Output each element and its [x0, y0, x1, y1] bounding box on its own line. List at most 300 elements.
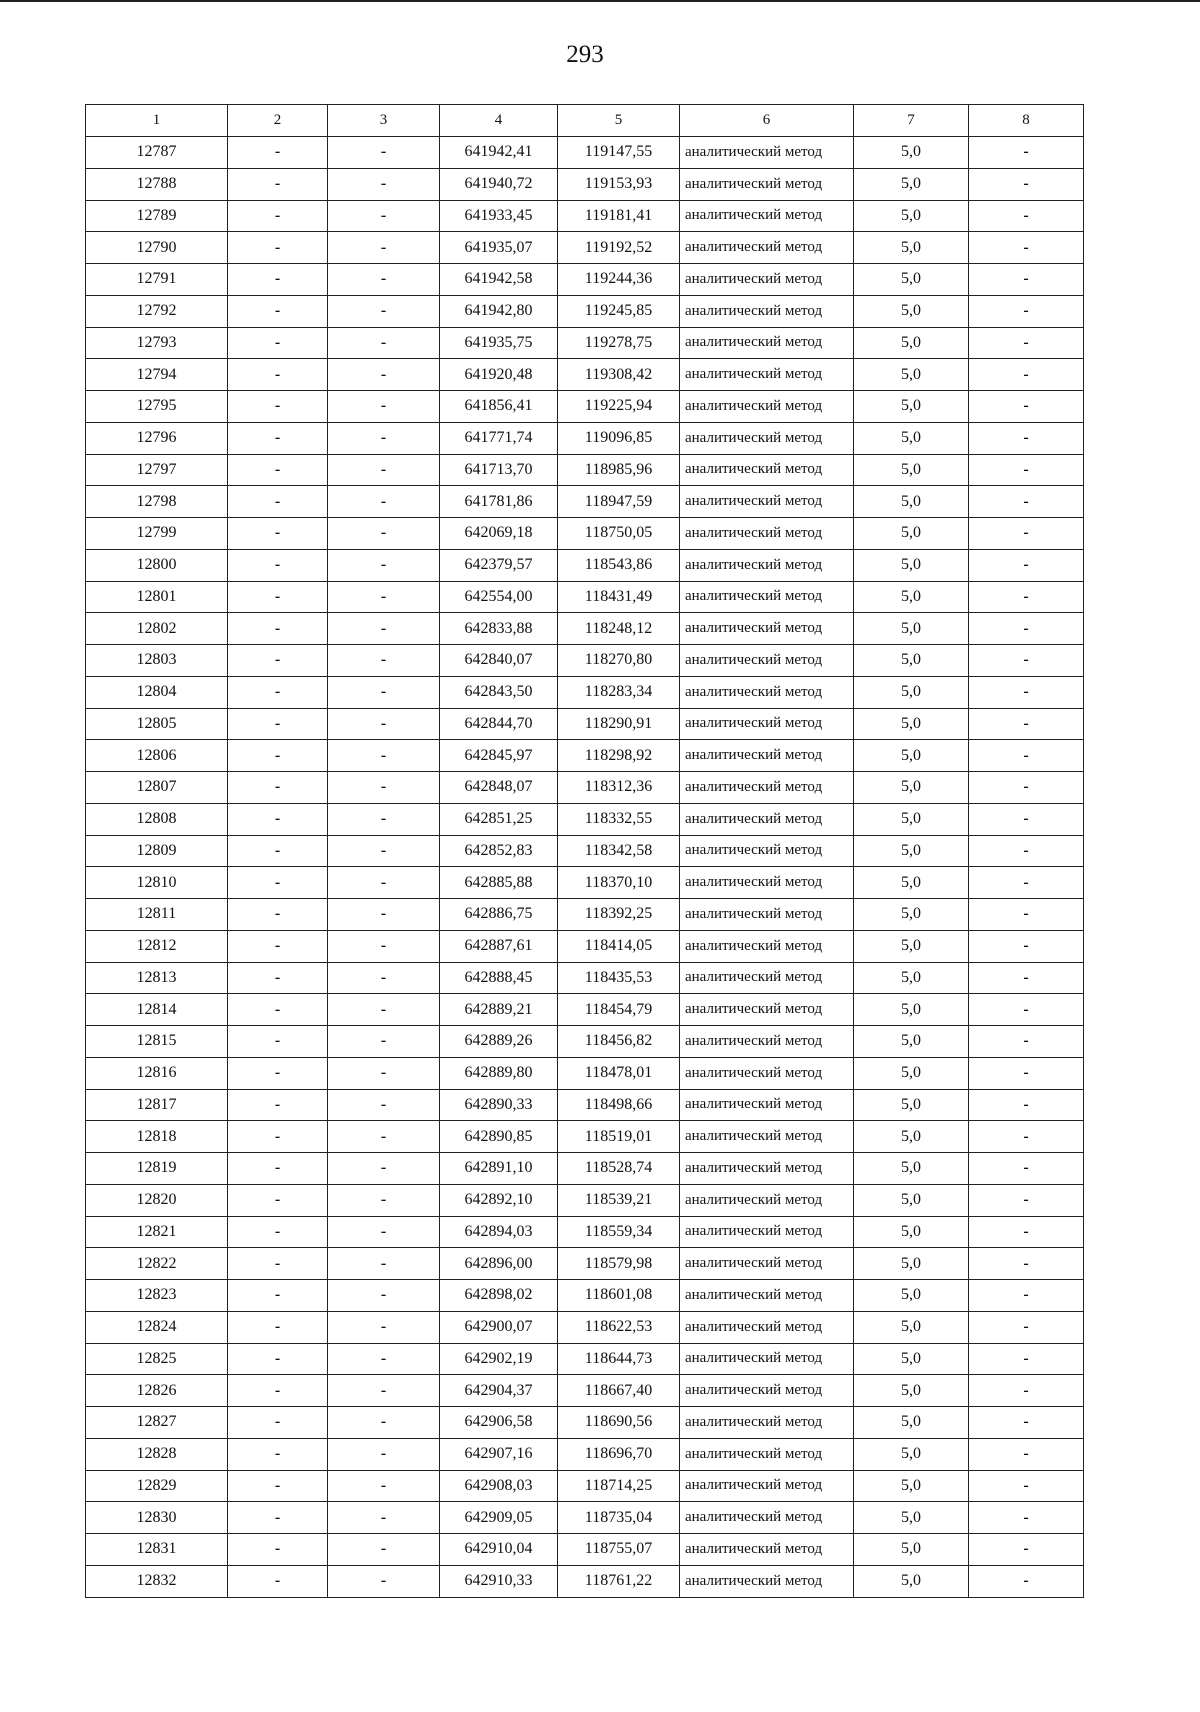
col2-cell: - [228, 327, 328, 359]
column-header: 3 [328, 105, 440, 137]
method-cell: аналитический метод [680, 708, 854, 740]
col8-cell: - [969, 327, 1084, 359]
table-row [86, 1470, 1084, 1502]
col3-cell: - [328, 486, 440, 518]
point-number-cell: 12801 [86, 581, 228, 613]
col8-cell: - [969, 613, 1084, 645]
x-coordinate-cell: 642887,61 [440, 930, 558, 962]
column-header: 8 [969, 105, 1084, 137]
point-number-cell: 12807 [86, 772, 228, 804]
accuracy-cell: 5,0 [854, 232, 969, 264]
method-cell: аналитический метод [680, 740, 854, 772]
col8-cell: - [969, 549, 1084, 581]
accuracy-cell: 5,0 [854, 359, 969, 391]
table-row [86, 1407, 1084, 1439]
y-coordinate-cell: 118696,70 [558, 1438, 680, 1470]
x-coordinate-cell: 641933,45 [440, 200, 558, 232]
col8-cell: - [969, 391, 1084, 423]
accuracy-cell: 5,0 [854, 740, 969, 772]
y-coordinate-cell: 118750,05 [558, 518, 680, 550]
method-cell: аналитический метод [680, 1248, 854, 1280]
y-coordinate-cell: 118755,07 [558, 1534, 680, 1566]
col8-cell: - [969, 1565, 1084, 1597]
col3-cell: - [328, 1216, 440, 1248]
y-coordinate-cell: 118392,25 [558, 899, 680, 931]
col2-cell: - [228, 359, 328, 391]
method-cell: аналитический метод [680, 1089, 854, 1121]
y-coordinate-cell: 118947,59 [558, 486, 680, 518]
accuracy-cell: 5,0 [854, 1248, 969, 1280]
method-cell: аналитический метод [680, 1121, 854, 1153]
coordinates-table [85, 104, 1084, 1598]
col2-cell: - [228, 1470, 328, 1502]
accuracy-cell: 5,0 [854, 295, 969, 327]
table-row [86, 1565, 1084, 1597]
col2-cell: - [228, 930, 328, 962]
col3-cell: - [328, 327, 440, 359]
col3-cell: - [328, 391, 440, 423]
table-row [86, 1216, 1084, 1248]
method-cell: аналитический метод [680, 1216, 854, 1248]
col8-cell: - [969, 359, 1084, 391]
y-coordinate-cell: 118290,91 [558, 708, 680, 740]
col8-cell: - [969, 1121, 1084, 1153]
top-rule [0, 0, 1200, 2]
method-cell: аналитический метод [680, 645, 854, 677]
x-coordinate-cell: 641781,86 [440, 486, 558, 518]
col2-cell: - [228, 1407, 328, 1439]
x-coordinate-cell: 642907,16 [440, 1438, 558, 1470]
col2-cell: - [228, 1089, 328, 1121]
col8-cell: - [969, 581, 1084, 613]
col2-cell: - [228, 1216, 328, 1248]
accuracy-cell: 5,0 [854, 835, 969, 867]
col8-cell: - [969, 1280, 1084, 1312]
point-number-cell: 12811 [86, 899, 228, 931]
col3-cell: - [328, 803, 440, 835]
accuracy-cell: 5,0 [854, 581, 969, 613]
col3-cell: - [328, 1343, 440, 1375]
method-cell: аналитический метод [680, 962, 854, 994]
y-coordinate-cell: 119147,55 [558, 137, 680, 169]
col8-cell: - [969, 803, 1084, 835]
col3-cell: - [328, 772, 440, 804]
col8-cell: - [969, 994, 1084, 1026]
col8-cell: - [969, 1502, 1084, 1534]
y-coordinate-cell: 118414,05 [558, 930, 680, 962]
x-coordinate-cell: 642889,21 [440, 994, 558, 1026]
point-number-cell: 12830 [86, 1502, 228, 1534]
point-number-cell: 12818 [86, 1121, 228, 1153]
accuracy-cell: 5,0 [854, 708, 969, 740]
point-number-cell: 12816 [86, 1057, 228, 1089]
x-coordinate-cell: 642889,80 [440, 1057, 558, 1089]
x-coordinate-cell: 642891,10 [440, 1153, 558, 1185]
x-coordinate-cell: 641942,41 [440, 137, 558, 169]
method-cell: аналитический метод [680, 835, 854, 867]
y-coordinate-cell: 118579,98 [558, 1248, 680, 1280]
col2-cell: - [228, 962, 328, 994]
y-coordinate-cell: 118601,08 [558, 1280, 680, 1312]
point-number-cell: 12819 [86, 1153, 228, 1185]
point-number-cell: 12805 [86, 708, 228, 740]
accuracy-cell: 5,0 [854, 486, 969, 518]
point-number-cell: 12808 [86, 803, 228, 835]
col3-cell: - [328, 422, 440, 454]
table-row [86, 200, 1084, 232]
x-coordinate-cell: 642906,58 [440, 1407, 558, 1439]
method-cell: аналитический метод [680, 518, 854, 550]
x-coordinate-cell: 642069,18 [440, 518, 558, 550]
col8-cell: - [969, 1343, 1084, 1375]
method-cell: аналитический метод [680, 899, 854, 931]
col8-cell: - [969, 930, 1084, 962]
col3-cell: - [328, 581, 440, 613]
x-coordinate-cell: 642892,10 [440, 1184, 558, 1216]
table-row [86, 454, 1084, 486]
x-coordinate-cell: 642379,57 [440, 549, 558, 581]
table-row [86, 645, 1084, 677]
table-row [86, 1343, 1084, 1375]
method-cell: аналитический метод [680, 772, 854, 804]
table-row [86, 232, 1084, 264]
table-row [86, 1502, 1084, 1534]
col2-cell: - [228, 772, 328, 804]
x-coordinate-cell: 641935,07 [440, 232, 558, 264]
accuracy-cell: 5,0 [854, 1184, 969, 1216]
table-row [86, 486, 1084, 518]
col3-cell: - [328, 994, 440, 1026]
point-number-cell: 12813 [86, 962, 228, 994]
table-row [86, 1057, 1084, 1089]
accuracy-cell: 5,0 [854, 1311, 969, 1343]
col3-cell: - [328, 835, 440, 867]
x-coordinate-cell: 642888,45 [440, 962, 558, 994]
accuracy-cell: 5,0 [854, 645, 969, 677]
x-coordinate-cell: 642889,26 [440, 1026, 558, 1058]
x-coordinate-cell: 641713,70 [440, 454, 558, 486]
method-cell: аналитический метод [680, 1407, 854, 1439]
x-coordinate-cell: 641771,74 [440, 422, 558, 454]
col2-cell: - [228, 1502, 328, 1534]
method-cell: аналитический метод [680, 1153, 854, 1185]
point-number-cell: 12799 [86, 518, 228, 550]
col2-cell: - [228, 867, 328, 899]
col3-cell: - [328, 1280, 440, 1312]
y-coordinate-cell: 118312,36 [558, 772, 680, 804]
col3-cell: - [328, 1184, 440, 1216]
x-coordinate-cell: 642886,75 [440, 899, 558, 931]
x-coordinate-cell: 641942,80 [440, 295, 558, 327]
y-coordinate-cell: 118456,82 [558, 1026, 680, 1058]
col3-cell: - [328, 1121, 440, 1153]
table-row [86, 422, 1084, 454]
accuracy-cell: 5,0 [854, 1375, 969, 1407]
table-row [86, 708, 1084, 740]
col8-cell: - [969, 486, 1084, 518]
table-row [86, 1280, 1084, 1312]
table-row [86, 1184, 1084, 1216]
point-number-cell: 12798 [86, 486, 228, 518]
accuracy-cell: 5,0 [854, 422, 969, 454]
col8-cell: - [969, 1216, 1084, 1248]
col2-cell: - [228, 454, 328, 486]
table-row [86, 1438, 1084, 1470]
point-number-cell: 12824 [86, 1311, 228, 1343]
x-coordinate-cell: 642898,02 [440, 1280, 558, 1312]
col8-cell: - [969, 295, 1084, 327]
point-number-cell: 12817 [86, 1089, 228, 1121]
col8-cell: - [969, 264, 1084, 296]
x-coordinate-cell: 642902,19 [440, 1343, 558, 1375]
accuracy-cell: 5,0 [854, 327, 969, 359]
col2-cell: - [228, 708, 328, 740]
accuracy-cell: 5,0 [854, 454, 969, 486]
point-number-cell: 12831 [86, 1534, 228, 1566]
y-coordinate-cell: 118519,01 [558, 1121, 680, 1153]
col8-cell: - [969, 1248, 1084, 1280]
point-number-cell: 12828 [86, 1438, 228, 1470]
col3-cell: - [328, 613, 440, 645]
col2-cell: - [228, 1153, 328, 1185]
accuracy-cell: 5,0 [854, 1121, 969, 1153]
col3-cell: - [328, 899, 440, 931]
col2-cell: - [228, 168, 328, 200]
accuracy-cell: 5,0 [854, 264, 969, 296]
y-coordinate-cell: 118539,21 [558, 1184, 680, 1216]
column-header: 7 [854, 105, 969, 137]
point-number-cell: 12791 [86, 264, 228, 296]
x-coordinate-cell: 642554,00 [440, 581, 558, 613]
col8-cell: - [969, 137, 1084, 169]
col8-cell: - [969, 740, 1084, 772]
table-row [86, 391, 1084, 423]
method-cell: аналитический метод [680, 1057, 854, 1089]
column-header: 2 [228, 105, 328, 137]
table-row [86, 549, 1084, 581]
col3-cell: - [328, 1057, 440, 1089]
col8-cell: - [969, 645, 1084, 677]
method-cell: аналитический метод [680, 613, 854, 645]
col2-cell: - [228, 1057, 328, 1089]
col3-cell: - [328, 1375, 440, 1407]
col3-cell: - [328, 1534, 440, 1566]
point-number-cell: 12829 [86, 1470, 228, 1502]
col2-cell: - [228, 613, 328, 645]
col2-cell: - [228, 676, 328, 708]
y-coordinate-cell: 119181,41 [558, 200, 680, 232]
col3-cell: - [328, 1565, 440, 1597]
col3-cell: - [328, 676, 440, 708]
table-row [86, 772, 1084, 804]
point-number-cell: 12822 [86, 1248, 228, 1280]
y-coordinate-cell: 118342,58 [558, 835, 680, 867]
col2-cell: - [228, 1026, 328, 1058]
method-cell: аналитический метод [680, 676, 854, 708]
y-coordinate-cell: 118622,53 [558, 1311, 680, 1343]
point-number-cell: 12826 [86, 1375, 228, 1407]
col3-cell: - [328, 962, 440, 994]
col2-cell: - [228, 200, 328, 232]
method-cell: аналитический метод [680, 1534, 854, 1566]
y-coordinate-cell: 118248,12 [558, 613, 680, 645]
col8-cell: - [969, 867, 1084, 899]
accuracy-cell: 5,0 [854, 1407, 969, 1439]
col8-cell: - [969, 1311, 1084, 1343]
table-row [86, 168, 1084, 200]
col8-cell: - [969, 1470, 1084, 1502]
col2-cell: - [228, 1280, 328, 1312]
y-coordinate-cell: 118735,04 [558, 1502, 680, 1534]
point-number-cell: 12789 [86, 200, 228, 232]
point-number-cell: 12809 [86, 835, 228, 867]
accuracy-cell: 5,0 [854, 1026, 969, 1058]
x-coordinate-cell: 642840,07 [440, 645, 558, 677]
point-number-cell: 12821 [86, 1216, 228, 1248]
accuracy-cell: 5,0 [854, 772, 969, 804]
col3-cell: - [328, 708, 440, 740]
col8-cell: - [969, 454, 1084, 486]
y-coordinate-cell: 118690,56 [558, 1407, 680, 1439]
col3-cell: - [328, 359, 440, 391]
accuracy-cell: 5,0 [854, 1089, 969, 1121]
point-number-cell: 12825 [86, 1343, 228, 1375]
x-coordinate-cell: 642885,88 [440, 867, 558, 899]
col8-cell: - [969, 1184, 1084, 1216]
method-cell: аналитический метод [680, 1184, 854, 1216]
col2-cell: - [228, 740, 328, 772]
accuracy-cell: 5,0 [854, 1153, 969, 1185]
accuracy-cell: 5,0 [854, 200, 969, 232]
point-number-cell: 12827 [86, 1407, 228, 1439]
table-row [86, 1089, 1084, 1121]
y-coordinate-cell: 118478,01 [558, 1057, 680, 1089]
col2-cell: - [228, 803, 328, 835]
x-coordinate-cell: 642845,97 [440, 740, 558, 772]
col8-cell: - [969, 962, 1084, 994]
col3-cell: - [328, 518, 440, 550]
col3-cell: - [328, 1438, 440, 1470]
col3-cell: - [328, 1311, 440, 1343]
col8-cell: - [969, 422, 1084, 454]
accuracy-cell: 5,0 [854, 962, 969, 994]
table-row [86, 740, 1084, 772]
x-coordinate-cell: 642833,88 [440, 613, 558, 645]
col8-cell: - [969, 1375, 1084, 1407]
col3-cell: - [328, 454, 440, 486]
accuracy-cell: 5,0 [854, 1470, 969, 1502]
col8-cell: - [969, 899, 1084, 931]
col3-cell: - [328, 200, 440, 232]
col8-cell: - [969, 1153, 1084, 1185]
y-coordinate-cell: 118761,22 [558, 1565, 680, 1597]
y-coordinate-cell: 118667,40 [558, 1375, 680, 1407]
y-coordinate-cell: 118283,34 [558, 676, 680, 708]
point-number-cell: 12802 [86, 613, 228, 645]
accuracy-cell: 5,0 [854, 613, 969, 645]
col3-cell: - [328, 264, 440, 296]
method-cell: аналитический метод [680, 454, 854, 486]
method-cell: аналитический метод [680, 264, 854, 296]
method-cell: аналитический метод [680, 1438, 854, 1470]
col3-cell: - [328, 1248, 440, 1280]
x-coordinate-cell: 642909,05 [440, 1502, 558, 1534]
x-coordinate-cell: 641940,72 [440, 168, 558, 200]
point-number-cell: 12810 [86, 867, 228, 899]
col3-cell: - [328, 137, 440, 169]
page-number: 293 [566, 41, 604, 68]
y-coordinate-cell: 119308,42 [558, 359, 680, 391]
accuracy-cell: 5,0 [854, 930, 969, 962]
x-coordinate-cell: 642896,00 [440, 1248, 558, 1280]
col3-cell: - [328, 232, 440, 264]
method-cell: аналитический метод [680, 327, 854, 359]
col3-cell: - [328, 740, 440, 772]
col3-cell: - [328, 1153, 440, 1185]
table-row [86, 137, 1084, 169]
table-body [86, 137, 1084, 1598]
y-coordinate-cell: 118454,79 [558, 994, 680, 1026]
method-cell: аналитический метод [680, 1565, 854, 1597]
col3-cell: - [328, 645, 440, 677]
point-number-cell: 12795 [86, 391, 228, 423]
point-number-cell: 12793 [86, 327, 228, 359]
table-row [86, 867, 1084, 899]
y-coordinate-cell: 119244,36 [558, 264, 680, 296]
x-coordinate-cell: 642890,33 [440, 1089, 558, 1121]
point-number-cell: 12797 [86, 454, 228, 486]
table-row [86, 994, 1084, 1026]
table-row [86, 676, 1084, 708]
method-cell: аналитический метод [680, 232, 854, 264]
table-row [86, 264, 1084, 296]
accuracy-cell: 5,0 [854, 899, 969, 931]
point-number-cell: 12800 [86, 549, 228, 581]
x-coordinate-cell: 641942,58 [440, 264, 558, 296]
accuracy-cell: 5,0 [854, 1280, 969, 1312]
method-cell: аналитический метод [680, 1470, 854, 1502]
col3-cell: - [328, 1502, 440, 1534]
y-coordinate-cell: 119225,94 [558, 391, 680, 423]
y-coordinate-cell: 118270,80 [558, 645, 680, 677]
column-header: 6 [680, 105, 854, 137]
col8-cell: - [969, 772, 1084, 804]
col2-cell: - [228, 1343, 328, 1375]
y-coordinate-cell: 118714,25 [558, 1470, 680, 1502]
x-coordinate-cell: 642900,07 [440, 1311, 558, 1343]
x-coordinate-cell: 642910,04 [440, 1534, 558, 1566]
col2-cell: - [228, 1534, 328, 1566]
y-coordinate-cell: 119192,52 [558, 232, 680, 264]
accuracy-cell: 5,0 [854, 1502, 969, 1534]
accuracy-cell: 5,0 [854, 803, 969, 835]
y-coordinate-cell: 118498,66 [558, 1089, 680, 1121]
x-coordinate-cell: 642852,83 [440, 835, 558, 867]
method-cell: аналитический метод [680, 994, 854, 1026]
table-row [86, 613, 1084, 645]
accuracy-cell: 5,0 [854, 867, 969, 899]
table-row [86, 1311, 1084, 1343]
accuracy-cell: 5,0 [854, 1438, 969, 1470]
method-cell: аналитический метод [680, 1343, 854, 1375]
method-cell: аналитический метод [680, 549, 854, 581]
col8-cell: - [969, 168, 1084, 200]
table-row [86, 1026, 1084, 1058]
col8-cell: - [969, 518, 1084, 550]
col2-cell: - [228, 295, 328, 327]
x-coordinate-cell: 642851,25 [440, 803, 558, 835]
y-coordinate-cell: 119153,93 [558, 168, 680, 200]
